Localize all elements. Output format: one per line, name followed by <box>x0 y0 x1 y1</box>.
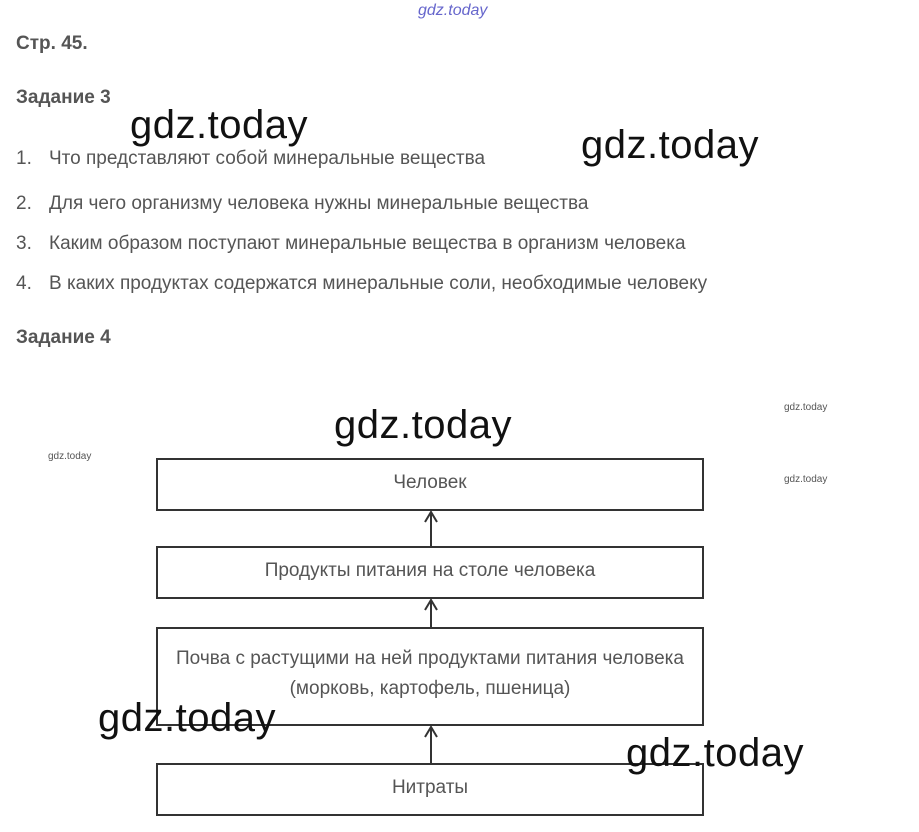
question-number: 3. <box>16 233 32 254</box>
watermark: gdz.today <box>98 696 276 740</box>
arrow-up-icon <box>425 512 437 546</box>
task3-title: Задание 3 <box>16 87 111 108</box>
page-reference: Стр. 45. <box>16 33 88 54</box>
watermark: gdz.today <box>626 731 804 775</box>
task4-title: Задание 4 <box>16 327 111 348</box>
watermark: gdz.today <box>581 123 759 167</box>
diagram-node-food: Продукты питания на столе человека <box>156 546 704 599</box>
question-number: 4. <box>16 273 32 294</box>
diagram-node-nitrates: Нитраты <box>156 763 704 816</box>
question-text: Каким образом поступают минеральные вещества в организм человека <box>49 233 686 254</box>
question-text: В каких продуктах содержатся минеральные соли, необходимые человеку <box>49 273 708 294</box>
question-text: Для чего организму человека нужны минеральные вещества <box>49 193 589 214</box>
question-text: Что представляют собой минеральные вещества <box>49 148 486 169</box>
watermark-small: gdz.today <box>784 474 828 485</box>
diagram-node-soil: Почва с растущими на ней продуктами питания человека (морковь, картофель, пшеница) <box>156 627 704 726</box>
watermark: gdz.today <box>334 403 512 447</box>
watermark: gdz.today <box>130 103 308 147</box>
question-number: 1. <box>16 148 32 169</box>
arrow-up-icon <box>425 600 437 627</box>
watermark-top: gdz.today <box>418 2 488 19</box>
watermark-small: gdz.today <box>784 402 828 413</box>
arrow-up-icon <box>425 727 437 763</box>
diagram-node-human: Человек <box>156 458 704 511</box>
watermark-small: gdz.today <box>48 451 92 462</box>
question-number: 2. <box>16 193 32 214</box>
